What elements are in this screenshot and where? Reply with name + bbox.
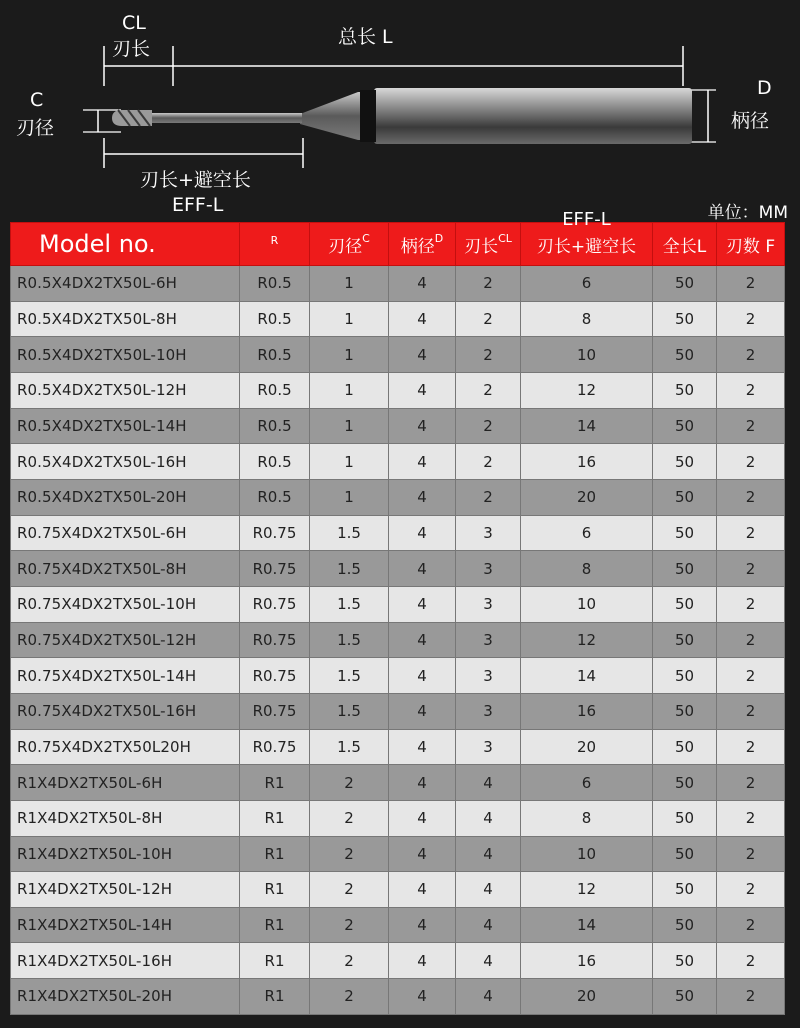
cell-r: R0.5 xyxy=(240,408,310,444)
cell-l: 50 xyxy=(653,622,717,658)
table-row xyxy=(11,479,785,515)
cell-model: R0.75X4DX2TX50L-10H xyxy=(11,586,240,622)
cell-d: 4 xyxy=(389,372,456,408)
d-code-label: D xyxy=(757,77,772,99)
cell-model: R1X4DX2TX50L-14H xyxy=(11,907,240,943)
header-blade-dia xyxy=(310,223,389,266)
table-row xyxy=(11,408,785,444)
cell-model: R0.5X4DX2TX50L-16H xyxy=(11,444,240,480)
cell-cl: 4 xyxy=(456,907,521,943)
cell-model: R1X4DX2TX50L-8H xyxy=(11,800,240,836)
cell-r: R0.5 xyxy=(240,266,310,302)
header-blade-dia-sup: C xyxy=(362,231,370,245)
cell-d: 4 xyxy=(389,479,456,515)
cell-eff: 10 xyxy=(521,337,653,373)
cell-f: 2 xyxy=(717,266,785,302)
cell-c: 1 xyxy=(310,372,389,408)
cell-model: R0.5X4DX2TX50L-20H xyxy=(11,479,240,515)
table-row xyxy=(11,658,785,694)
cell-r: R0.5 xyxy=(240,444,310,480)
cell-l: 50 xyxy=(653,479,717,515)
cell-l: 50 xyxy=(653,586,717,622)
cell-model: R1X4DX2TX50L-10H xyxy=(11,836,240,872)
table-row xyxy=(11,444,785,480)
cell-c: 1 xyxy=(310,408,389,444)
cell-eff: 20 xyxy=(521,729,653,765)
cell-l: 50 xyxy=(653,979,717,1015)
header-shank-dia-text: 柄径 xyxy=(400,236,435,257)
table-row xyxy=(11,337,785,373)
cell-f: 2 xyxy=(717,444,785,480)
header-blade-len-text: 刃长 xyxy=(464,236,499,257)
cell-d: 4 xyxy=(389,729,456,765)
cell-cl: 3 xyxy=(456,515,521,551)
cell-l: 50 xyxy=(653,872,717,908)
cell-f: 2 xyxy=(717,551,785,587)
table-row xyxy=(11,266,785,302)
cell-l: 50 xyxy=(653,729,717,765)
cell-c: 1.5 xyxy=(310,515,389,551)
cell-d: 4 xyxy=(389,266,456,302)
eff-code-label: EFF-L xyxy=(172,194,224,216)
cell-c: 1.5 xyxy=(310,729,389,765)
header-flutes-text: 刃数 xyxy=(725,236,760,257)
cell-l: 50 xyxy=(653,943,717,979)
cell-cl: 2 xyxy=(456,408,521,444)
cell-c: 2 xyxy=(310,943,389,979)
cell-f: 2 xyxy=(717,979,785,1015)
cell-r: R0.75 xyxy=(240,658,310,694)
cell-f: 2 xyxy=(717,586,785,622)
cell-l: 50 xyxy=(653,444,717,480)
cell-c: 2 xyxy=(310,872,389,908)
cell-eff: 6 xyxy=(521,765,653,801)
cell-f: 2 xyxy=(717,337,785,373)
table-row xyxy=(11,765,785,801)
cell-f: 2 xyxy=(717,943,785,979)
cell-r: R1 xyxy=(240,907,310,943)
cell-r: R0.75 xyxy=(240,586,310,622)
cell-d: 4 xyxy=(389,515,456,551)
cell-eff: 10 xyxy=(521,586,653,622)
header-total-len-sup: L xyxy=(696,236,707,257)
table-row xyxy=(11,943,785,979)
cell-l: 50 xyxy=(653,372,717,408)
d-cn-label: 柄径 xyxy=(731,110,770,132)
cell-cl: 2 xyxy=(456,266,521,302)
cl-cn-label: 刃长 xyxy=(112,38,151,60)
cell-d: 4 xyxy=(389,765,456,801)
cell-l: 50 xyxy=(653,907,717,943)
cell-l: 50 xyxy=(653,658,717,694)
cell-model: R0.75X4DX2TX50L-12H xyxy=(11,622,240,658)
table-body xyxy=(11,266,785,1015)
table-row xyxy=(11,693,785,729)
cell-f: 2 xyxy=(717,872,785,908)
cell-d: 4 xyxy=(389,658,456,694)
cell-eff: 6 xyxy=(521,515,653,551)
cell-d: 4 xyxy=(389,693,456,729)
cell-l: 50 xyxy=(653,515,717,551)
cell-f: 2 xyxy=(717,800,785,836)
cell-eff: 14 xyxy=(521,907,653,943)
tool-dimension-diagram xyxy=(0,0,800,222)
cell-f: 2 xyxy=(717,622,785,658)
cell-eff: 6 xyxy=(521,266,653,302)
cell-c: 1 xyxy=(310,301,389,337)
cell-c: 1 xyxy=(310,337,389,373)
cell-d: 4 xyxy=(389,943,456,979)
cell-r: R0.5 xyxy=(240,479,310,515)
cell-cl: 2 xyxy=(456,337,521,373)
cell-r: R1 xyxy=(240,872,310,908)
cell-f: 2 xyxy=(717,729,785,765)
cell-eff: 8 xyxy=(521,551,653,587)
cell-model: R1X4DX2TX50L-6H xyxy=(11,765,240,801)
cell-cl: 4 xyxy=(456,836,521,872)
header-shank-dia xyxy=(389,223,456,266)
cell-c: 2 xyxy=(310,800,389,836)
cell-cl: 4 xyxy=(456,979,521,1015)
cell-cl: 3 xyxy=(456,729,521,765)
cell-l: 50 xyxy=(653,266,717,302)
header-r-text: R xyxy=(270,234,279,247)
cell-c: 1 xyxy=(310,479,389,515)
cell-f: 2 xyxy=(717,372,785,408)
cell-f: 2 xyxy=(717,301,785,337)
cell-eff: 10 xyxy=(521,836,653,872)
table-row xyxy=(11,586,785,622)
cell-cl: 4 xyxy=(456,943,521,979)
cell-r: R1 xyxy=(240,836,310,872)
cell-d: 4 xyxy=(389,979,456,1015)
cell-cl: 3 xyxy=(456,586,521,622)
header-blade-len-sup: CL xyxy=(498,231,512,245)
table-row xyxy=(11,800,785,836)
cell-d: 4 xyxy=(389,408,456,444)
cell-eff: 16 xyxy=(521,693,653,729)
cell-c: 1.5 xyxy=(310,551,389,587)
cell-l: 50 xyxy=(653,551,717,587)
cell-eff: 16 xyxy=(521,943,653,979)
cell-c: 1.5 xyxy=(310,658,389,694)
cell-c: 1 xyxy=(310,266,389,302)
end-mill-drawing xyxy=(0,0,800,222)
cell-eff: 14 xyxy=(521,658,653,694)
cell-c: 1 xyxy=(310,444,389,480)
cell-f: 2 xyxy=(717,408,785,444)
cell-l: 50 xyxy=(653,800,717,836)
c-cn-label: 刃径 xyxy=(16,117,55,139)
cell-model: R1X4DX2TX50L-16H xyxy=(11,943,240,979)
cell-c: 1.5 xyxy=(310,622,389,658)
cell-cl: 3 xyxy=(456,693,521,729)
cell-d: 4 xyxy=(389,836,456,872)
unit-label: 单位：MM xyxy=(707,203,788,223)
cell-cl: 2 xyxy=(456,372,521,408)
cell-model: R0.75X4DX2TX50L-6H xyxy=(11,515,240,551)
cell-d: 4 xyxy=(389,872,456,908)
cl-code-label: CL xyxy=(122,12,146,34)
cell-cl: 2 xyxy=(456,444,521,480)
total-length-label: 总长 L xyxy=(338,26,393,48)
cell-model: R0.5X4DX2TX50L-8H xyxy=(11,301,240,337)
cell-f: 2 xyxy=(717,479,785,515)
cell-l: 50 xyxy=(653,301,717,337)
cell-cl: 2 xyxy=(456,301,521,337)
cell-c: 1.5 xyxy=(310,586,389,622)
cell-f: 2 xyxy=(717,693,785,729)
header-total-len xyxy=(653,223,717,266)
cell-cl: 3 xyxy=(456,658,521,694)
cell-f: 2 xyxy=(717,515,785,551)
cell-f: 2 xyxy=(717,836,785,872)
cell-cl: 3 xyxy=(456,551,521,587)
header-shank-dia-sup: D xyxy=(434,231,444,245)
table-row xyxy=(11,551,785,587)
cell-eff: 12 xyxy=(521,872,653,908)
cell-eff: 14 xyxy=(521,408,653,444)
cell-l: 50 xyxy=(653,765,717,801)
cell-r: R0.5 xyxy=(240,372,310,408)
cell-c: 2 xyxy=(310,836,389,872)
cell-model: R0.5X4DX2TX50L-10H xyxy=(11,337,240,373)
cell-l: 50 xyxy=(653,408,717,444)
table-row xyxy=(11,872,785,908)
cell-d: 4 xyxy=(389,551,456,587)
c-code-label: C xyxy=(30,89,44,111)
cell-l: 50 xyxy=(653,337,717,373)
header-eff xyxy=(521,209,653,266)
cell-r: R1 xyxy=(240,765,310,801)
cell-eff: 12 xyxy=(521,372,653,408)
cell-eff: 20 xyxy=(521,979,653,1015)
cell-f: 2 xyxy=(717,658,785,694)
cell-d: 4 xyxy=(389,444,456,480)
cell-d: 4 xyxy=(389,337,456,373)
cell-r: R0.5 xyxy=(240,337,310,373)
header-model: Model no. xyxy=(11,223,240,266)
cell-cl: 2 xyxy=(456,479,521,515)
cell-model: R0.75X4DX2TX50L-16H xyxy=(11,693,240,729)
cell-cl: 4 xyxy=(456,800,521,836)
cell-d: 4 xyxy=(389,800,456,836)
cell-c: 2 xyxy=(310,907,389,943)
cell-d: 4 xyxy=(389,907,456,943)
cell-model: R1X4DX2TX50L-12H xyxy=(11,872,240,908)
cell-l: 50 xyxy=(653,693,717,729)
cell-model: R0.75X4DX2TX50L20H xyxy=(11,729,240,765)
cell-eff: 8 xyxy=(521,301,653,337)
cell-model: R1X4DX2TX50L-20H xyxy=(11,979,240,1015)
header-total-len-text: 全长 xyxy=(662,236,697,257)
cell-r: R0.75 xyxy=(240,729,310,765)
table-row xyxy=(11,301,785,337)
header-flutes-sup: F xyxy=(765,236,776,257)
cell-r: R1 xyxy=(240,800,310,836)
cell-f: 2 xyxy=(717,907,785,943)
table-row xyxy=(11,836,785,872)
header-eff-over: EFF-L xyxy=(562,209,611,230)
table-header-row xyxy=(11,223,785,266)
cell-r: R0.75 xyxy=(240,622,310,658)
cell-d: 4 xyxy=(389,301,456,337)
cell-d: 4 xyxy=(389,622,456,658)
cell-eff: 12 xyxy=(521,622,653,658)
cell-model: R0.5X4DX2TX50L-14H xyxy=(11,408,240,444)
header-flutes xyxy=(717,223,785,266)
cell-c: 2 xyxy=(310,979,389,1015)
table-row xyxy=(11,729,785,765)
header-r xyxy=(240,223,310,266)
cell-cl: 4 xyxy=(456,765,521,801)
cell-model: R0.5X4DX2TX50L-6H xyxy=(11,266,240,302)
cell-model: R0.75X4DX2TX50L-8H xyxy=(11,551,240,587)
table-row xyxy=(11,515,785,551)
cell-r: R1 xyxy=(240,979,310,1015)
cell-model: R0.75X4DX2TX50L-14H xyxy=(11,658,240,694)
header-eff-text: 刃长+避空长 xyxy=(536,236,637,257)
cell-r: R0.75 xyxy=(240,551,310,587)
eff-cn-label: 刃长+避空长 xyxy=(140,169,251,191)
cell-c: 2 xyxy=(310,765,389,801)
cell-cl: 4 xyxy=(456,872,521,908)
cell-r: R0.75 xyxy=(240,693,310,729)
cell-c: 1.5 xyxy=(310,693,389,729)
header-blade-dia-text: 刃径 xyxy=(328,236,363,257)
cell-r: R0.5 xyxy=(240,301,310,337)
table-row xyxy=(11,979,785,1015)
cell-r: R0.75 xyxy=(240,515,310,551)
cell-cl: 3 xyxy=(456,622,521,658)
cell-eff: 8 xyxy=(521,800,653,836)
cell-model: R0.5X4DX2TX50L-12H xyxy=(11,372,240,408)
cell-d: 4 xyxy=(389,586,456,622)
table-row xyxy=(11,622,785,658)
table-row xyxy=(11,372,785,408)
cell-eff: 16 xyxy=(521,444,653,480)
header-blade-len xyxy=(456,223,521,266)
cell-r: R1 xyxy=(240,943,310,979)
cell-f: 2 xyxy=(717,765,785,801)
cell-eff: 20 xyxy=(521,479,653,515)
table-row xyxy=(11,907,785,943)
cell-l: 50 xyxy=(653,836,717,872)
